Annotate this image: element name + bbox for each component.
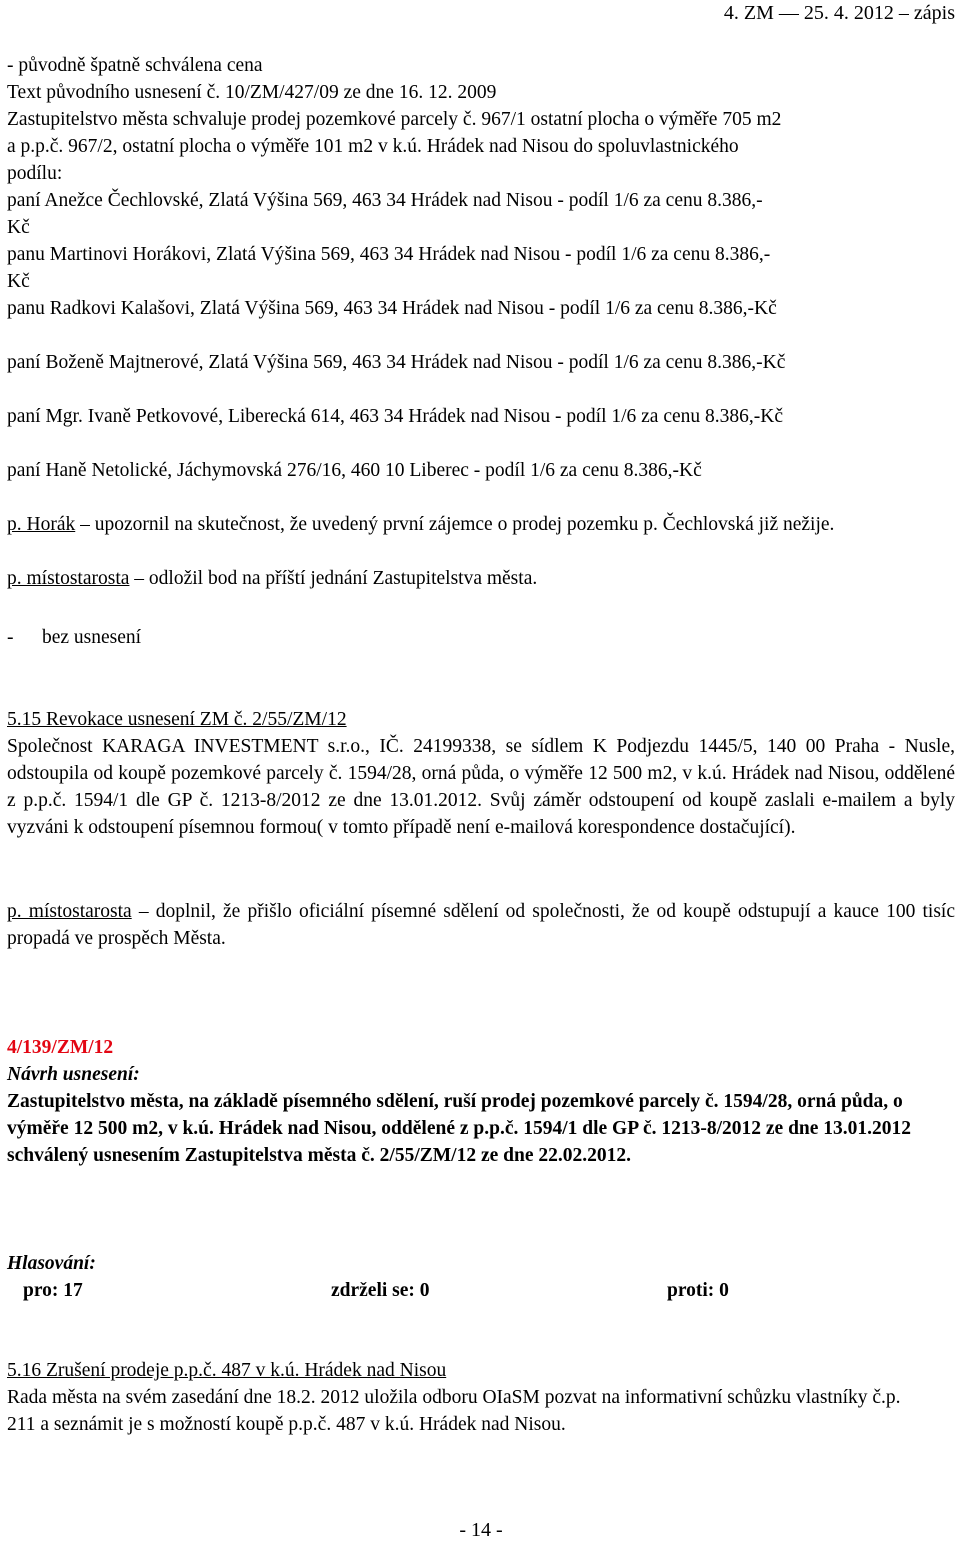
owner-line: panu Radkovi Kalašovi, Zlatá Výšina 569, 463 34 Hrádek nad Nisou - podíl 1/6 za cenu 8.386,-Kč: [7, 298, 777, 319]
votes-against: proti: 0: [667, 1280, 729, 1301]
owner-line: paní Mgr. Ivaně Petkovové, Liberecká 614, 463 34 Hrádek nad Nisou - podíl 1/6 za cenu 8.386,-Kč: [7, 406, 784, 427]
votes-for: pro: 17: [23, 1280, 83, 1301]
page-number: - 14 -: [459, 1519, 503, 1541]
original-resolution-line: Zastupitelstvo města schvaluje prodej pozemkové parcely č. 967/1 ostatní plocha o výměře 705 m2: [7, 109, 782, 130]
outcome-item: [7, 624, 955, 651]
resolution-draft-label: Návrh usnesení:: [7, 1064, 140, 1085]
owner-entry: [7, 457, 955, 484]
speaker-comment: – doplnil, že přišlo oficiální písemné sdělení od společnosti, že od koupě odstupují a kauce 100 tisíc propadá ve prospěch Města.: [7, 901, 955, 949]
owners-list: [7, 187, 955, 322]
original-resolution-block: [7, 52, 955, 187]
section-body-text: Rada města na svém zasedání dne 18.2. 2012 uložila odboru OIaSM pozvat na informativní schůzku vlastníky č.p. 211 a seznámit je s možností koupě p.p.č. 487 v k.ú. Hrádek nad Nisou.: [7, 1387, 901, 1435]
speaker-comment: – odložil bod na příští jednání Zastupitelstva města.: [129, 568, 538, 589]
owner-line: paní Haně Netolické, Jáchymovská 276/16, 460 10 Liberec - podíl 1/6 za cenu 8.386,-Kč: [7, 460, 702, 481]
discussion-deputy-515: [7, 898, 955, 952]
section-516-body: [7, 1384, 907, 1438]
section-heading-515: [7, 706, 955, 733]
owner-line: paní Anežce Čechlovské, Zlatá Výšina 569, 463 34 Hrádek nad Nisou - podíl 1/6 za cenu 8.386,-: [7, 190, 763, 211]
speaker-name: p. Horák: [7, 514, 76, 535]
owner-entry: [7, 349, 955, 376]
discussion-horak: [7, 511, 955, 538]
owner-line-cont: Kč: [7, 217, 30, 238]
section-515-body: [7, 733, 955, 841]
owner-line: paní Boženě Majtnerové, Zlatá Výšina 569, 463 34 Hrádek nad Nisou - podíl 1/6 za cenu 8.386,-Kč: [7, 352, 786, 373]
original-resolution-line: a p.p.č. 967/2, ostatní plocha o výměře 101 m2 v k.ú. Hrádek nad Nisou do spoluvlastnického: [7, 136, 739, 157]
document-page: [7, 0, 955, 1544]
resolution-text: Zastupitelstvo města, na základě písemného sdělení, ruší prodej pozemkové parcely č. 1594/28, orná půda, o výměře 12 500 m2, v k.ú. Hrádek nad Nisou, oddělené z p.p.č. 1594/1 dle GP č. 1213-8/2012 ze dne 13.01.2012 schválený usnesením Zastupitelstva města č. 2/55/ZM/12 ze dne 22.02.2012.: [7, 1091, 912, 1166]
owner-entry: [7, 403, 955, 430]
outcome-text: bez usnesení: [42, 627, 142, 648]
voting-block: [7, 1250, 955, 1304]
votes-abstain: zdrželi se: 0: [331, 1280, 430, 1301]
speaker-name: p. místostarosta: [7, 901, 132, 922]
page-header: 4. ZM — 25. 4. 2012 – zápis: [723, 2, 955, 24]
section-heading: 5.15 Revokace usnesení ZM č. 2/55/ZM/12: [7, 709, 347, 730]
original-resolution-ref: Text původního usnesení č. 10/ZM/427/09 ze dne 16. 12. 2009: [7, 82, 497, 103]
owner-line-cont: Kč: [7, 271, 30, 292]
speaker-comment: – upozornil na skutečnost, že uvedený první zájemce o prodej pozemku p. Čechlovská již nežije.: [75, 514, 835, 535]
section-body-text: Společnost KARAGA INVESTMENT s.r.o., IČ. 24199338, se sídlem K Podjezdu 1445/5, 140 00 Praha - Nusle, odstoupila od koupě pozemkové parcely č. 1594/28, orná půda, o výměře 12 500 m2, v k.ú. Hrádek nad Nisou, oddělené z p.p.č. 1594/1 dle GP č. 1213-8/2012 ze dne 13.01.2012. Svůj záměr odstoupení od koupě zaslali e-mailem a byly vyzváni k odstoupení písemnou formou( v tomto případě není e-mailová korespondence dostačující).: [7, 736, 955, 838]
original-resolution-line: podílu:: [7, 163, 63, 184]
speaker-name: p. místostarosta: [7, 568, 130, 589]
vote-results: [7, 1277, 955, 1304]
resolution-number: 4/139/ZM/12: [7, 1037, 114, 1058]
voting-label: Hlasování:: [7, 1253, 96, 1274]
original-price-note: - původně špatně schválena cena: [7, 55, 263, 76]
owner-line: panu Martinovi Horákovi, Zlatá Výšina 569, 463 34 Hrádek nad Nisou - podíl 1/6 za cenu 8.386,-: [7, 244, 771, 265]
resolution-block: [7, 1034, 955, 1169]
section-heading: 5.16 Zrušení prodeje p.p.č. 487 v k.ú. Hrádek nad Nisou: [7, 1360, 447, 1381]
section-heading-516: [7, 1357, 955, 1384]
discussion-deputy: [7, 565, 955, 592]
list-dash: -: [7, 627, 14, 648]
